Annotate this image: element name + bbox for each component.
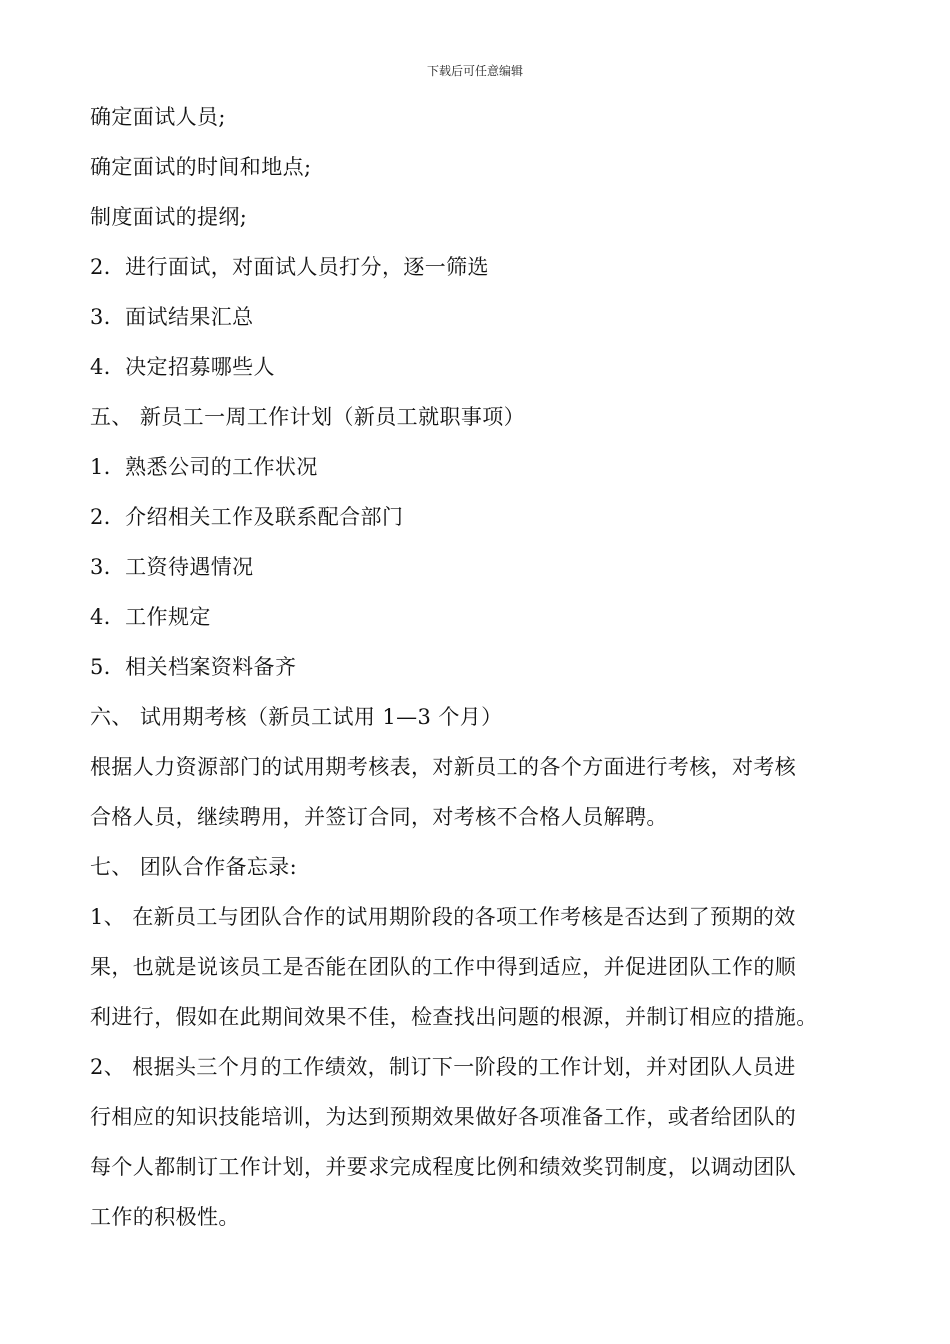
section-heading: 七、 团队合作备忘录: <box>90 855 298 879</box>
section-heading: 六、 试用期考核（新员工试用 1—3 个月） <box>90 705 503 729</box>
text-line: 确定面试人员; <box>90 105 226 129</box>
text-line: 2、 根据头三个月的工作绩效，制订下一阶段的工作计划，并对团队人员进 <box>90 1055 796 1079</box>
text-line: 果，也就是说该员工是否能在团队的工作中得到适应，并促进团队工作的顺 <box>90 955 797 979</box>
text-line: 3．面试结果汇总 <box>90 305 254 329</box>
text-line: 2．介绍相关工作及联系配合部门 <box>90 505 404 529</box>
text-line: 每个人都制订工作计划，并要求完成程度比例和绩效奖罚制度，以调动团队 <box>90 1155 797 1179</box>
text-line: 确定面试的时间和地点; <box>90 155 312 179</box>
section-heading: 五、 新员工一周工作计划（新员工就职事项） <box>90 405 526 429</box>
text-line: 根据人力资源部门的试用期考核表，对新员工的各个方面进行考核，对考核 <box>90 755 797 779</box>
page-header: 下载后可任意编辑 <box>426 64 523 78</box>
text-line: 3．工资待遇情况 <box>90 555 254 579</box>
text-line: 制度面试的提纲; <box>90 205 248 229</box>
text-line: 行相应的知识技能培训，为达到预期效果做好各项准备工作，或者给团队的 <box>90 1105 797 1129</box>
text-line: 4．决定招募哪些人 <box>90 355 275 379</box>
text-line: 2．进行面试，对面试人员打分，逐一筛选 <box>90 255 489 279</box>
text-line: 利进行，假如在此期间效果不佳，检查找出问题的根源，并制订相应的措施。 <box>90 1005 818 1029</box>
text-line: 1．熟悉公司的工作状况 <box>90 455 318 479</box>
text-line: 工作的积极性。 <box>90 1205 240 1229</box>
text-line: 合格人员，继续聘用，并签订合同，对考核不合格人员解聘。 <box>90 805 668 829</box>
text-line: 5．相关档案资料备齐 <box>90 655 297 679</box>
text-line: 1、 在新员工与团队合作的试用期阶段的各项工作考核是否达到了预期的效 <box>90 905 796 929</box>
document-body <box>90 92 870 1242</box>
text-line: 4．工作规定 <box>90 605 211 629</box>
